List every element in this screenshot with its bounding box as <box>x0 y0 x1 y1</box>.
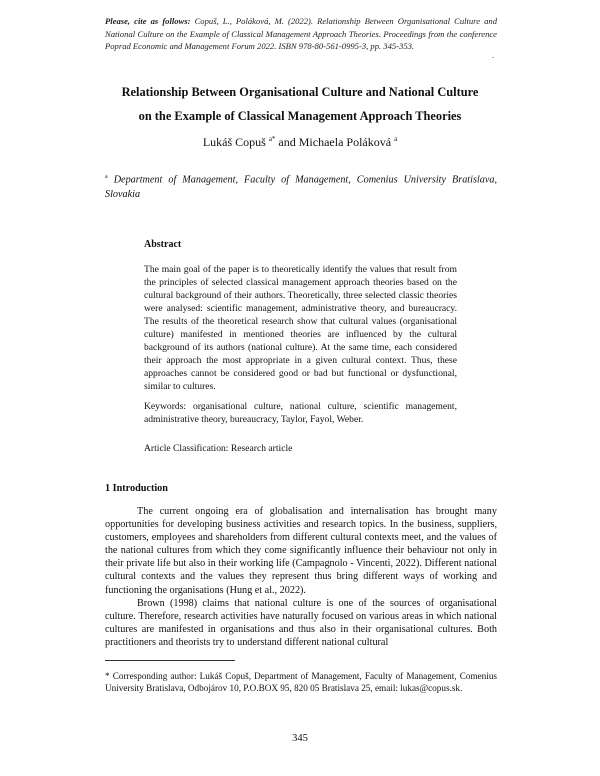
affiliation-text: Department of Management, Faculty of Management, Comenius University Bratislava, Slovakia <box>105 174 498 201</box>
abstract-heading: Abstract <box>144 239 182 250</box>
paper-title <box>70 80 530 128</box>
footnote-divider <box>105 660 235 661</box>
section-heading-introduction: 1 Introduction <box>105 483 168 494</box>
abstract-text: The main goal of the paper is to theoretically identify the values that result from the principles of selected classical management approach theories based on the cultural background of their authors. Theoretically, three selected classic theories were analysed: scientific management, administrative theory, and bureaucracy. The results of the theoretical research show that cultural values (organisational culture) manifested in mentioned theories are influenced by the cultural background of its authors (national culture). At the same time, each considered their approach the most appropriate in a given cultural context. Thus, these approaches cannot be considered good or bad but functional or dysfunctional, similar to cultures. <box>144 264 457 392</box>
author-1: Lukáš Copuš <box>202 135 266 149</box>
page-number: 345 <box>292 733 308 744</box>
corner-mark: . <box>492 51 494 60</box>
introduction-body <box>105 505 497 649</box>
introduction-paragraph-2: Brown (1998) claims that national culture is one of the sources of organisational culture. Therefore, research activities have naturally focused on various areas in which national cultures are manifested in organisations and thus also in their organisational cultures. Both practitioners and theorists try to understand different national cultural <box>105 597 497 648</box>
author-2-affiliation-mark: a <box>394 135 398 143</box>
affiliation <box>105 170 497 202</box>
introduction-paragraph-1: The current ongoing era of globalisation and internalisation has brought many opportunities for developing business activities and research topics. In the business, suppliers, customers, employees and shareholders from different cultural contexts meet, and the values of the national cultures from which they come significantly influence their behaviour not only in their private life but also in their working life (Campagnolo - Vincenti, 2022). Different national cultural contexts and the values they represent thus bring different ways of working and functioning the organisations (Hung et al., 2022). <box>105 506 497 596</box>
title-line-1: Relationship Between Organisational Culture and National Culture <box>121 85 479 99</box>
citation-note <box>105 15 497 53</box>
article-classification: Article Classification: Research article <box>144 443 293 454</box>
keywords: Keywords: organisational culture, national culture, scientific management, administrative theory, bureaucracy, Taylor, Fayol, Weber. <box>144 401 457 425</box>
author-list <box>70 135 530 150</box>
citation-lead: Please, cite as follows: <box>105 16 191 26</box>
citation-text: Copuš, L., Poláková, M. (2022). Relationship Between Organisational Culture and National Culture on the Example of Classical Management Approach Theories. Proceedings from the conference Poprad Economic and Management Forum 2022. ISBN 978-80-561-0995-3, pp. 345-353. <box>105 16 497 51</box>
affiliation-mark: a <box>105 174 108 180</box>
title-line-2: on the Example of Classical Management Approach Theories <box>138 109 462 123</box>
author-connector: and <box>278 135 296 149</box>
footnote: * Corresponding author: Lukáš Copuš, Department of Management, Faculty of Management, Comenius University Bratislava, Odbojárov 10, P.O.BOX 95, 820 05 Bratislava 25, email: lukas@copus.sk. <box>105 671 497 694</box>
author-1-affiliation-mark: a* <box>268 135 276 143</box>
author-2: Michaela Poláková <box>298 135 392 149</box>
